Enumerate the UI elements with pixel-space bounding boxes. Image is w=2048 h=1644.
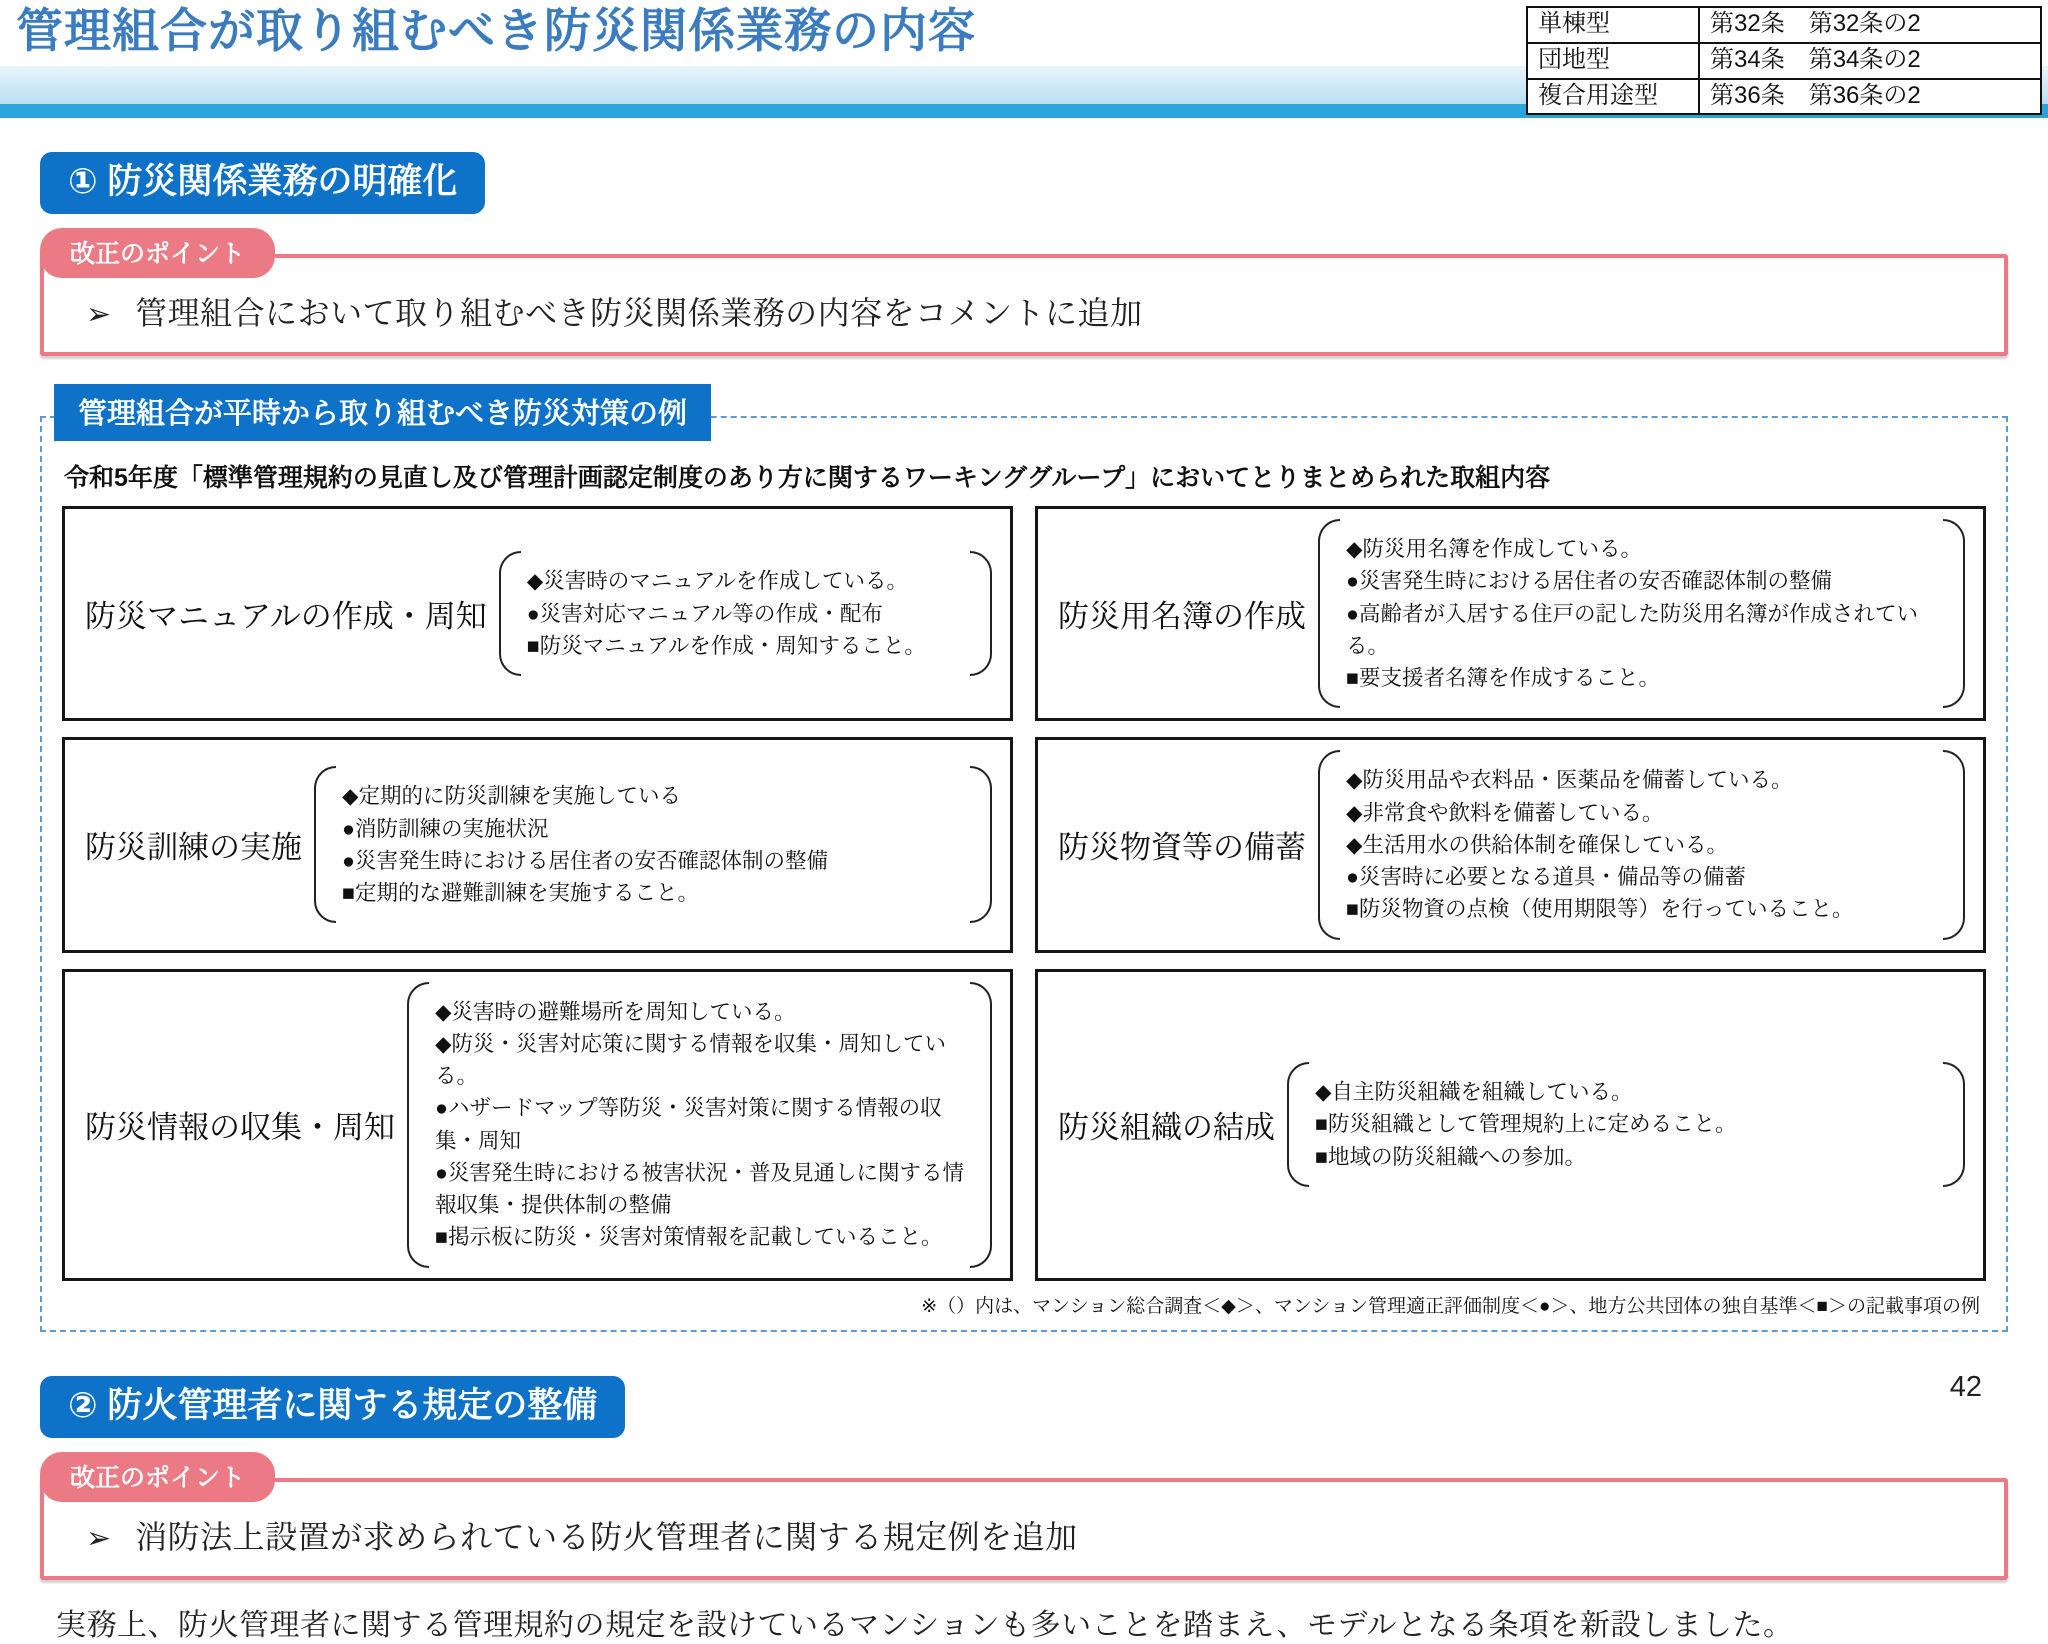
card-item: ◆防災用名簿を作成している。 <box>1346 537 1643 561</box>
card-item: ■定期的な避難訓練を実施すること。 <box>342 881 699 906</box>
card-item: ■防災物資の点検（使用期限等）を行っていること。 <box>1346 897 1854 922</box>
card-disaster-supplies <box>1035 737 1986 952</box>
examples-dashed-box <box>40 416 2008 1332</box>
card-item: ●災害発生時における居住者の安否確認体制の整備 <box>342 848 828 873</box>
table-row <box>1527 43 2041 79</box>
card-title: 防災訓練の実施 <box>85 830 302 866</box>
card-item: ●高齢者が入居する住戸の記した防災用名簿が作成されている。 <box>1346 601 1918 658</box>
article-number-cell: 第36条 第36条の2 <box>1699 79 2041 115</box>
section1-point-block <box>40 228 2008 356</box>
table-row <box>1527 79 2041 115</box>
section1-heading: ① 防災関係業務の明確化 <box>40 152 485 214</box>
card-item-bracket <box>1314 517 1969 710</box>
section2-point-box <box>40 1478 2008 1580</box>
card-item: ◆定期的に防災訓練を実施している <box>342 784 682 809</box>
card-item: ◆自主防災組織を組織している。 <box>1315 1080 1633 1105</box>
card-item: ■防災組織として管理規約上に定めること。 <box>1315 1112 1737 1137</box>
card-title: 防災組織の結成 <box>1058 1110 1275 1145</box>
section2-remark: 実務上、防火管理者に関する管理規約の規定を設けているマンションも多いことを踏まえ、モデルとなる条項を新設しました。 <box>56 1608 1794 1642</box>
card-disaster-info <box>62 969 1013 1281</box>
card-item: ■掲示板に防災・災害対策情報を記載していること。 <box>435 1225 943 1250</box>
card-title: 防災情報の収集・周知 <box>85 1110 395 1145</box>
card-title: 防災マニュアルの作成・周知 <box>85 599 487 635</box>
card-item: ◆防災・災害対応策に関する情報を収集・周知している。 <box>435 1031 947 1088</box>
building-type-cell: 複合用途型 <box>1527 79 1699 115</box>
measure-cards-grid <box>62 506 1986 1281</box>
card-item-bracket <box>403 980 996 1270</box>
card-item: ●ハザードマップ等防災・災害対策に関する情報の収集・周知 <box>435 1096 942 1153</box>
card-item: ●災害時に必要となる道具・備品等の備蓄 <box>1346 865 1746 889</box>
section2-point-text: 消防法上設置が求められている防火管理者に関する規定例を追加 <box>135 1518 1078 1555</box>
card-item: ●災害発生時における居住者の安否確認体制の整備 <box>1346 569 1832 594</box>
card-disaster-manual <box>62 506 1013 721</box>
card-title: 防災物資等の備蓄 <box>1058 830 1306 866</box>
arrow-bullet-icon: ➢ <box>86 1521 112 1555</box>
card-item-bracket <box>310 764 996 925</box>
article-reference-table <box>1526 6 2042 115</box>
revision-point-badge: 改正のポイント <box>40 228 275 278</box>
card-disaster-drill <box>62 737 1013 952</box>
card-item: ■防災マニュアルを作成・周知すること。 <box>526 633 926 658</box>
section2-heading: ② 防火管理者に関する規定の整備 <box>40 1376 625 1438</box>
examples-intro: 令和5年度「標準管理規約の見直し及び管理計画認定制度のあり方に関するワーキンググループ」においてとりまとめられた取組内容 <box>64 464 1551 492</box>
examples-note: ※（）内は、マンション総合調査＜◆＞、マンション管理適正評価制度＜●＞、地方公共団体の独自基準＜■＞の記載事項の例 <box>921 1295 1980 1317</box>
card-item: ●災害発生時における被害状況・普及見通しに関する情報収集・提供体制の整備 <box>435 1160 964 1217</box>
article-number-cell: 第32条 第32条の2 <box>1699 7 2041 43</box>
card-item: ●災害対応マニュアル等の作成・配布 <box>526 601 883 626</box>
card-item: ◆生活用水の供給体制を確保している。 <box>1346 832 1729 857</box>
card-item-bracket <box>1314 748 1969 941</box>
article-number-cell: 第34条 第34条の2 <box>1699 43 2041 79</box>
card-item: ◆災害時のマニュアルを作成している。 <box>526 569 908 594</box>
card-item: ●消防訓練の実施状況 <box>342 816 549 841</box>
card-title: 防災用名簿の作成 <box>1058 599 1306 635</box>
page-title: 管理組合が取り組むべき防災関係業務の内容 <box>16 4 976 57</box>
card-item: ◆防災用品や衣料品・医薬品を備蓄している。 <box>1346 768 1793 793</box>
table-row <box>1527 7 2041 43</box>
card-item: ◆非常食や飲料を備蓄している。 <box>1346 800 1664 825</box>
examples-section <box>40 384 2008 1332</box>
card-item-bracket <box>1283 1060 1969 1189</box>
page-content <box>0 152 2048 1644</box>
building-type-cell: 単棟型 <box>1527 7 1699 43</box>
section2-point-block <box>40 1452 2008 1580</box>
arrow-bullet-icon: ➢ <box>86 298 112 331</box>
card-item: ■地域の防災組織への参加。 <box>1315 1144 1586 1169</box>
examples-label: 管理組合が平時から取り組むべき防災対策の例 <box>54 384 711 441</box>
page-number: 42 <box>1949 1371 1982 1403</box>
card-disaster-org <box>1035 969 1986 1281</box>
card-disaster-roster <box>1035 506 1986 721</box>
section1-point-box <box>40 254 2008 356</box>
section1-point-text: 管理組合において取り組むべき防災関係業務の内容をコメントに追加 <box>135 295 1143 331</box>
revision-point-badge: 改正のポイント <box>40 1452 275 1502</box>
card-item: ◆災害時の避難場所を周知している。 <box>435 999 796 1024</box>
card-item: ■要支援者名簿を作成すること。 <box>1346 666 1660 690</box>
card-item-bracket <box>495 549 996 678</box>
building-type-cell: 団地型 <box>1527 43 1699 79</box>
page-header <box>0 0 2048 120</box>
